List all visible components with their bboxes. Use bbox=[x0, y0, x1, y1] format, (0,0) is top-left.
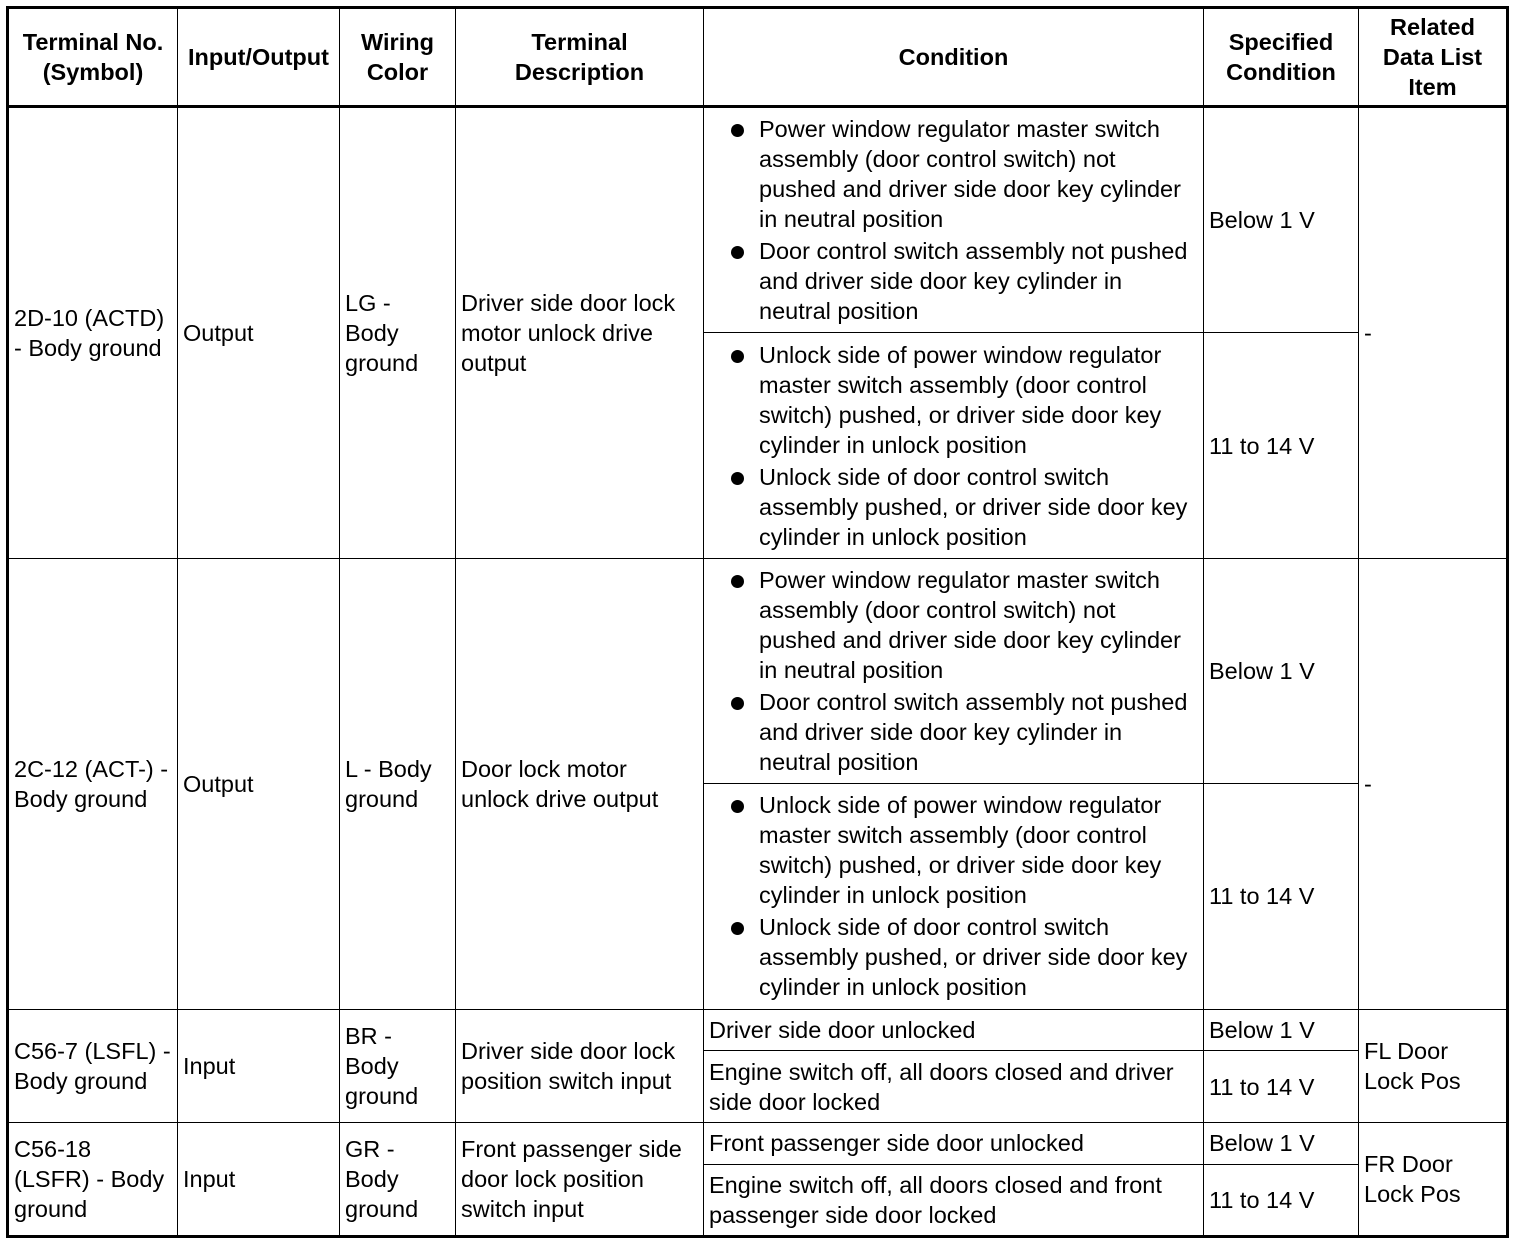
related-cell: FR Door Lock Pos bbox=[1359, 1123, 1508, 1237]
description-cell: Driver side door lock motor unlock drive output bbox=[456, 107, 704, 559]
spec-cell: Below 1 V bbox=[1204, 1123, 1359, 1164]
spec-cell: 11 to 14 V bbox=[1204, 1164, 1359, 1237]
terminal-cell: 2D-10 (ACTD) - Body ground bbox=[8, 107, 178, 559]
table-row bbox=[8, 1009, 1508, 1050]
condition-list bbox=[709, 790, 1198, 1002]
terminal-cell: C56-18 (LSFR) - Body ground bbox=[8, 1123, 178, 1237]
spec-cell: Below 1 V bbox=[1204, 107, 1359, 333]
related-cell: FL Door Lock Pos bbox=[1359, 1009, 1508, 1123]
io-cell: Output bbox=[178, 107, 340, 559]
terminal-spec-table bbox=[6, 6, 1509, 1238]
condition-cell bbox=[704, 107, 1204, 333]
wiring-cell: BR - Body ground bbox=[340, 1009, 456, 1123]
spec-cell: 11 to 14 V bbox=[1204, 333, 1359, 558]
io-cell: Input bbox=[178, 1009, 340, 1123]
description-cell: Door lock motor unlock drive output bbox=[456, 558, 704, 1009]
header-related-data-list-item: Related Data List Item bbox=[1359, 8, 1508, 107]
condition-cell: Engine switch off, all doors closed and front passenger side door locked bbox=[704, 1164, 1204, 1237]
condition-list bbox=[709, 340, 1198, 552]
condition-cell bbox=[704, 784, 1204, 1009]
header-terminal-no: Terminal No. (Symbol) bbox=[8, 8, 178, 107]
table-row bbox=[8, 558, 1508, 783]
condition-item: Unlock side of door control switch assembly pushed, or driver side door key cylinder in unlock position bbox=[709, 462, 1198, 552]
condition-item: Power window regulator master switch assembly (door control switch) not pushed and driver side door key cylinder in neutral position bbox=[709, 565, 1198, 685]
condition-item: Door control switch assembly not pushed and driver side door key cylinder in neutral position bbox=[709, 687, 1198, 777]
io-cell: Input bbox=[178, 1123, 340, 1237]
terminal-cell: C56-7 (LSFL) - Body ground bbox=[8, 1009, 178, 1123]
header-specified-condition: Specified Condition bbox=[1204, 8, 1359, 107]
condition-cell bbox=[704, 333, 1204, 558]
io-cell: Output bbox=[178, 558, 340, 1009]
condition-item: Power window regulator master switch assembly (door control switch) not pushed and driver side door key cylinder in neutral position bbox=[709, 114, 1198, 234]
spec-cell: 11 to 14 V bbox=[1204, 1050, 1359, 1122]
terminal-cell: 2C-12 (ACT-) - Body ground bbox=[8, 558, 178, 1009]
related-cell: - bbox=[1359, 107, 1508, 559]
spec-cell: 11 to 14 V bbox=[1204, 784, 1359, 1009]
header-condition: Condition bbox=[704, 8, 1204, 107]
spec-cell: Below 1 V bbox=[1204, 558, 1359, 783]
condition-item: Door control switch assembly not pushed and driver side door key cylinder in neutral position bbox=[709, 236, 1198, 326]
header-input-output: Input/Output bbox=[178, 8, 340, 107]
condition-cell: Front passenger side door unlocked bbox=[704, 1123, 1204, 1164]
condition-list bbox=[709, 114, 1198, 326]
condition-item: Unlock side of power window regulator master switch assembly (door control switch) pushed, or driver side door key cylinder in unlock position bbox=[709, 340, 1198, 460]
condition-cell bbox=[704, 558, 1204, 783]
header-row bbox=[8, 8, 1508, 107]
condition-list bbox=[709, 565, 1198, 777]
condition-item: Unlock side of door control switch assembly pushed, or driver side door key cylinder in unlock position bbox=[709, 912, 1198, 1002]
wiring-cell: GR - Body ground bbox=[340, 1123, 456, 1237]
table-row bbox=[8, 107, 1508, 333]
wiring-cell: L - Body ground bbox=[340, 558, 456, 1009]
condition-cell: Engine switch off, all doors closed and driver side door locked bbox=[704, 1050, 1204, 1122]
table-row bbox=[8, 1123, 1508, 1164]
header-wiring-color: Wiring Color bbox=[340, 8, 456, 107]
condition-cell: Driver side door unlocked bbox=[704, 1009, 1204, 1050]
wiring-cell: LG - Body ground bbox=[340, 107, 456, 559]
spec-cell: Below 1 V bbox=[1204, 1009, 1359, 1050]
description-cell: Front passenger side door lock position switch input bbox=[456, 1123, 704, 1237]
description-cell: Driver side door lock position switch input bbox=[456, 1009, 704, 1123]
condition-item: Unlock side of power window regulator master switch assembly (door control switch) pushed, or driver side door key cylinder in unlock position bbox=[709, 790, 1198, 910]
header-terminal-description: Terminal Description bbox=[456, 8, 704, 107]
related-cell: - bbox=[1359, 558, 1508, 1009]
